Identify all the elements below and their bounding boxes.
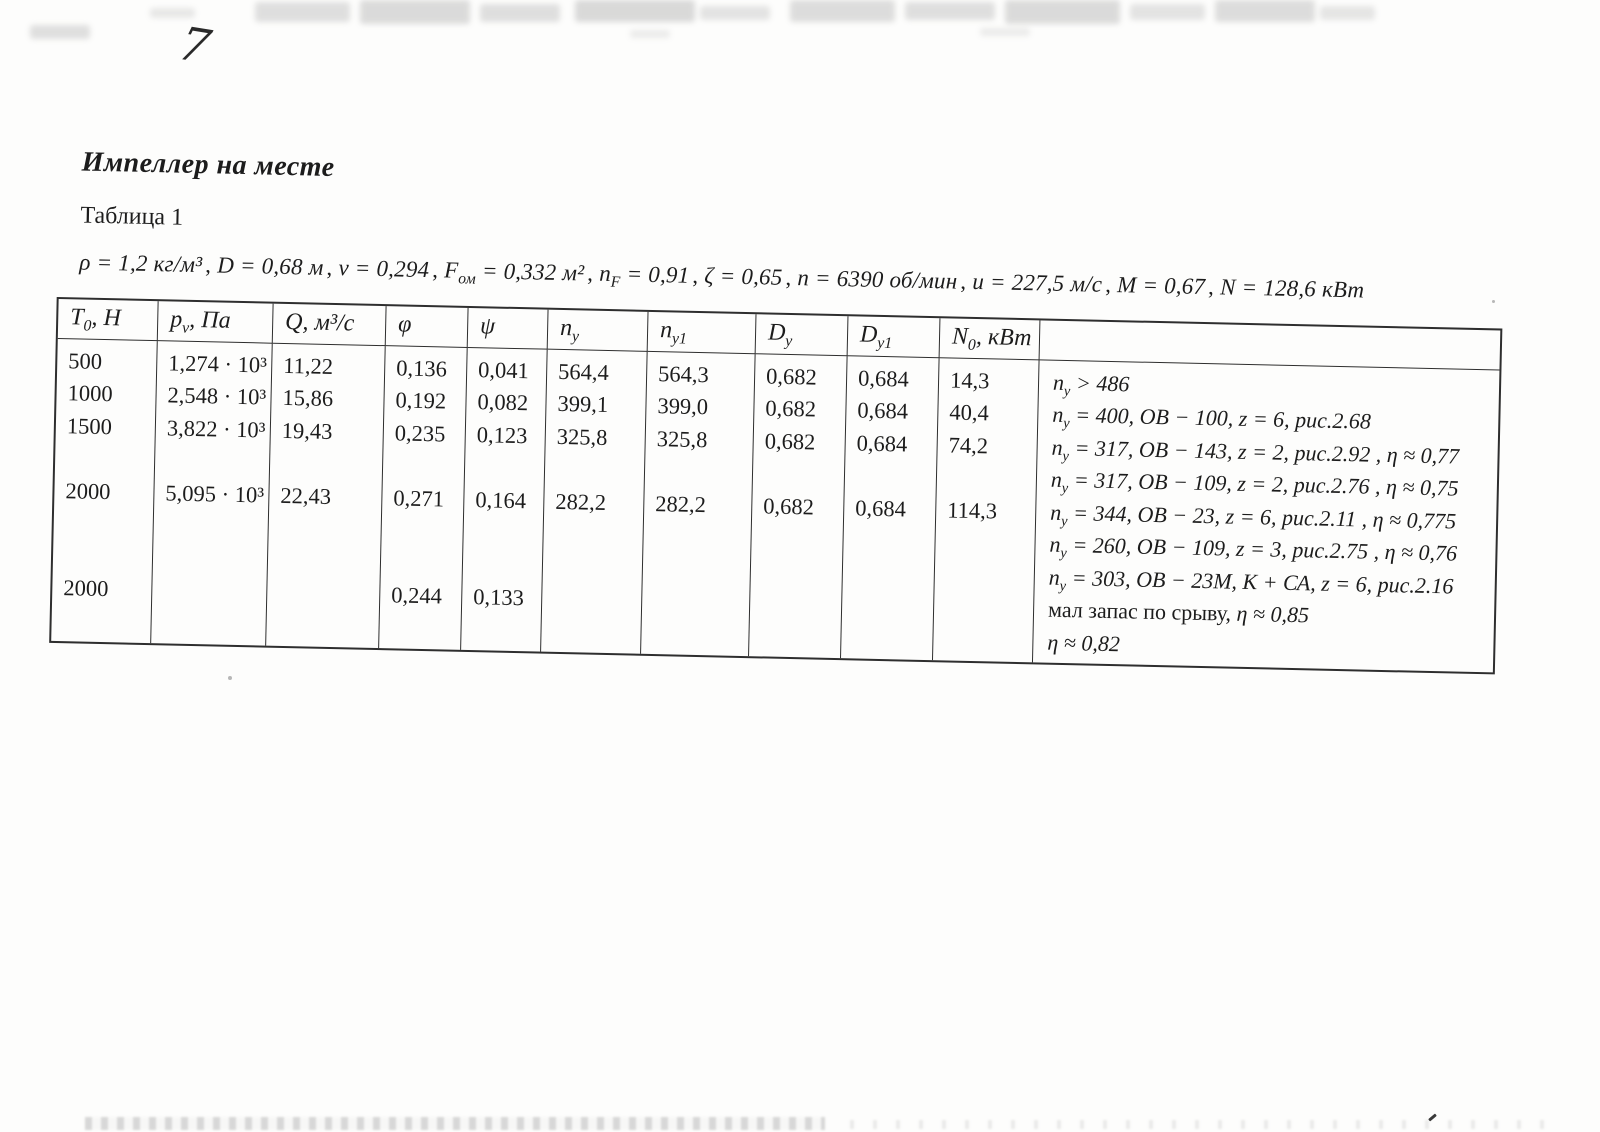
table-cell [542, 583, 642, 618]
parameter-6: n = 6390 об/мин [797, 265, 958, 294]
table-cell: 0,682 [765, 395, 817, 422]
table-cell: 0,684 [857, 397, 909, 424]
parameter-2: ν = 0,294 [338, 255, 430, 283]
bleedthrough-smudge [1130, 4, 1205, 20]
table-cell [543, 550, 643, 585]
table-cell [55, 442, 155, 477]
table-cell: 0,684 [856, 430, 908, 457]
table-cell [53, 507, 153, 542]
table-cell [845, 459, 937, 493]
table-cell: 1,274 · 10³ [168, 350, 268, 378]
table-cell: 15,86 [282, 385, 334, 412]
table-cell: 325,8 [556, 423, 608, 450]
table-cell [463, 516, 543, 550]
table-header-cell-6: $n_{y1}$ [648, 311, 757, 353]
table-cell: 74,2 [948, 432, 989, 458]
table-cell [751, 555, 843, 589]
table-cell [643, 520, 751, 555]
parameter-0: ρ = 1,2 кг/м³ [79, 249, 203, 278]
table-cell: 0,684 [857, 365, 910, 392]
table-column-4 [461, 348, 548, 652]
table-note-line-4: $n_y = 344$, ОВ − 23, z = 6, рис.2.11 , η ≈ 0,775 [1049, 499, 1457, 534]
table-note-line-2: $n_y = 317$, ОВ − 143, z = 2, рис.2.92 , η ≈ 0,77 [1051, 434, 1460, 469]
table-cell: 0,684 [855, 495, 907, 522]
parameter-separator: , [431, 257, 439, 283]
parameter-separator: , [326, 254, 333, 280]
scan-speck [1492, 300, 1495, 303]
bleedthrough-smudge [790, 0, 895, 22]
bleedthrough-smudge [360, 0, 470, 24]
bleedthrough-smudge [1005, 0, 1120, 24]
table-column-6 [641, 351, 756, 656]
parameter-4: $n_F = 0,91$ [598, 260, 690, 291]
table-cell: 2000 [63, 575, 109, 602]
table-note-line-7: мал запас по срыву, η ≈ 0,85 [1047, 596, 1310, 628]
table-column-1 [151, 341, 273, 646]
table-cell: 11,22 [283, 352, 334, 379]
bleedthrough-smudge [980, 28, 1030, 36]
parameter-1: D = 0,68 м [216, 252, 324, 280]
table-header-cell-9: $N_0$, кВт [940, 318, 1041, 360]
bleedthrough-smudge [700, 6, 770, 20]
table-cell: 3,822 · 10³ [166, 414, 266, 443]
parameter-separator: , [1104, 271, 1112, 297]
table-cell: 0,123 [476, 421, 528, 448]
table-caption: Таблица 1 [80, 202, 184, 231]
parameter-separator: , [587, 260, 594, 286]
parameter-separator: , [1207, 274, 1215, 300]
table-cell: 0,682 [764, 428, 816, 455]
bleedthrough-smudge [575, 0, 695, 22]
table-cell [643, 552, 751, 587]
table-cell: 399,0 [657, 393, 709, 420]
table-cell [153, 509, 268, 544]
table-cell [379, 612, 461, 646]
bleedthrough-smudge [1320, 6, 1375, 20]
table-column-3 [379, 346, 468, 650]
document-content [49, 146, 1509, 675]
parameter-separator: , [692, 262, 699, 288]
bleedthrough-smudge [630, 30, 670, 38]
table-cell [465, 451, 545, 485]
table-cell [641, 617, 749, 652]
table-cell: 325,8 [656, 425, 708, 452]
table-cell [152, 574, 267, 609]
table-column-8 [841, 356, 940, 660]
bleedthrough-smudge [255, 2, 350, 22]
table-cell [153, 542, 268, 577]
scanner-noise-dots [850, 1120, 1550, 1129]
table-cell: 500 [68, 347, 103, 374]
bleedthrough-smudge [30, 25, 90, 39]
table-cell: 5,095 · 10³ [165, 479, 265, 508]
table-column-5 [541, 349, 648, 654]
table-cell [645, 455, 753, 490]
scanner-noise-band [85, 1117, 825, 1130]
table-cell [751, 522, 843, 556]
table-cell [151, 607, 266, 642]
table-cell: 114,3 [947, 497, 998, 524]
parameter-9: N = 128,6 кВт [1219, 274, 1365, 303]
bleedthrough-smudge [905, 2, 995, 20]
table-cell: 564,3 [657, 360, 710, 387]
table-note-line-8: η ≈ 0,82 [1047, 629, 1121, 656]
table-cell: 399,1 [557, 391, 609, 418]
table-note-line-5: $n_y = 260$, ОВ − 109, z = 3, рис.2.75 , η ≈ 0,76 [1049, 531, 1458, 566]
table-notes-column [1033, 360, 1499, 672]
table-cell [541, 615, 641, 650]
scan-speck [228, 676, 232, 680]
parameter-separator: , [205, 252, 212, 278]
bleedthrough-smudge [480, 4, 560, 22]
table-cell: 282,2 [655, 490, 707, 517]
table-cell: 40,4 [949, 399, 990, 426]
table-cell [267, 577, 380, 612]
table-note-line-1: $n_y = 400$, ОВ − 100, z = 6, рис.2.68 [1052, 401, 1372, 434]
bleedthrough-smudge [1215, 0, 1315, 22]
table-cell [266, 609, 379, 644]
table-cell [843, 524, 935, 558]
table-cell [268, 544, 381, 579]
table-cell [934, 559, 1034, 594]
table-cell: 0,133 [472, 584, 525, 611]
table-cell [51, 605, 151, 640]
table-header-cell-3: φ [386, 306, 469, 348]
table-cell: 1000 [67, 380, 113, 407]
data-table [49, 297, 1502, 675]
table-cell [381, 514, 463, 548]
table-cell: 0,136 [395, 354, 448, 382]
table-cell [155, 444, 270, 479]
table-cell [642, 585, 750, 620]
table-cell [842, 589, 934, 623]
table-cell: 0,682 [765, 363, 818, 390]
table-cell: 14,3 [949, 367, 990, 393]
table-note-line-0: $n_y > 486$ [1052, 369, 1130, 400]
table-header-cell-5: $n_y$ [548, 309, 649, 351]
table-column-9 [933, 358, 1040, 663]
table-cell: 0,271 [393, 484, 445, 512]
table-cell: 2,548 · 10³ [167, 382, 267, 410]
parameter-7: u = 227,5 м/с [972, 268, 1103, 297]
parameter-5: ζ = 0,65 [704, 263, 783, 290]
table-cell [381, 547, 463, 581]
document-heading: Импеллер на месте [81, 146, 335, 183]
table-cell [461, 613, 541, 647]
table-header-cell-8: $D_{y1}$ [848, 316, 941, 358]
table-cell: 0,235 [394, 419, 446, 447]
table-cell [270, 447, 383, 482]
table-cell [543, 518, 643, 553]
table-cell: 2000 [65, 477, 111, 504]
table-note-line-3: $n_y = 317$, ОВ − 109, z = 2, рис.2.76 , η ≈ 0,75 [1050, 466, 1459, 501]
table-cell [545, 453, 645, 488]
table-column-2 [266, 343, 386, 648]
table-cell [463, 548, 543, 582]
table-cell: 19,43 [281, 417, 333, 444]
table-cell [383, 449, 465, 483]
table-header-cell-4: ψ [468, 308, 549, 350]
table-cell: 0,041 [477, 356, 530, 383]
table-cell: 282,2 [555, 488, 607, 515]
table-cell: 0,164 [475, 486, 527, 513]
table-column-7 [749, 354, 848, 658]
table-cell [53, 540, 153, 575]
parameter-3: $F_{ом} = 0,332$ м² [443, 257, 585, 288]
handwritten-page-number: 7 [173, 16, 217, 74]
table-cell [937, 461, 1037, 496]
parameter-separator: , [960, 268, 967, 294]
table-cell: 22,43 [280, 482, 332, 509]
table-cell: 0,192 [395, 387, 447, 414]
table-header-cell-0: $T_0$, Н [58, 299, 159, 341]
table-cell [750, 587, 842, 621]
table-cell [841, 622, 933, 656]
table-cell: 1500 [66, 412, 113, 439]
table-cell: 564,4 [557, 358, 610, 385]
table-cell [843, 557, 935, 591]
table-cell: 0,682 [763, 493, 815, 520]
table-column-0 [51, 339, 158, 644]
table-header-cell-7: $D_y$ [756, 314, 849, 356]
parameter-separator: , [785, 264, 792, 290]
parameter-8: M = 0,67 [1116, 272, 1206, 300]
table-cell: 0,244 [391, 582, 443, 609]
table-cell [935, 526, 1035, 561]
table-cell: 0,082 [477, 389, 529, 416]
table-cell [933, 624, 1033, 659]
table-header-cell-1: $p_v$, Па [158, 301, 274, 343]
table-note-line-6: $n_y = 303$, ОВ − 23М, К + СА, z = 6, рис.2.16 [1048, 564, 1454, 599]
table-cell [749, 620, 841, 654]
table-cell [934, 591, 1034, 626]
table-cell [268, 512, 381, 547]
table-cell [753, 457, 845, 491]
table-header-cell-2: Q, м³/с [273, 303, 387, 345]
